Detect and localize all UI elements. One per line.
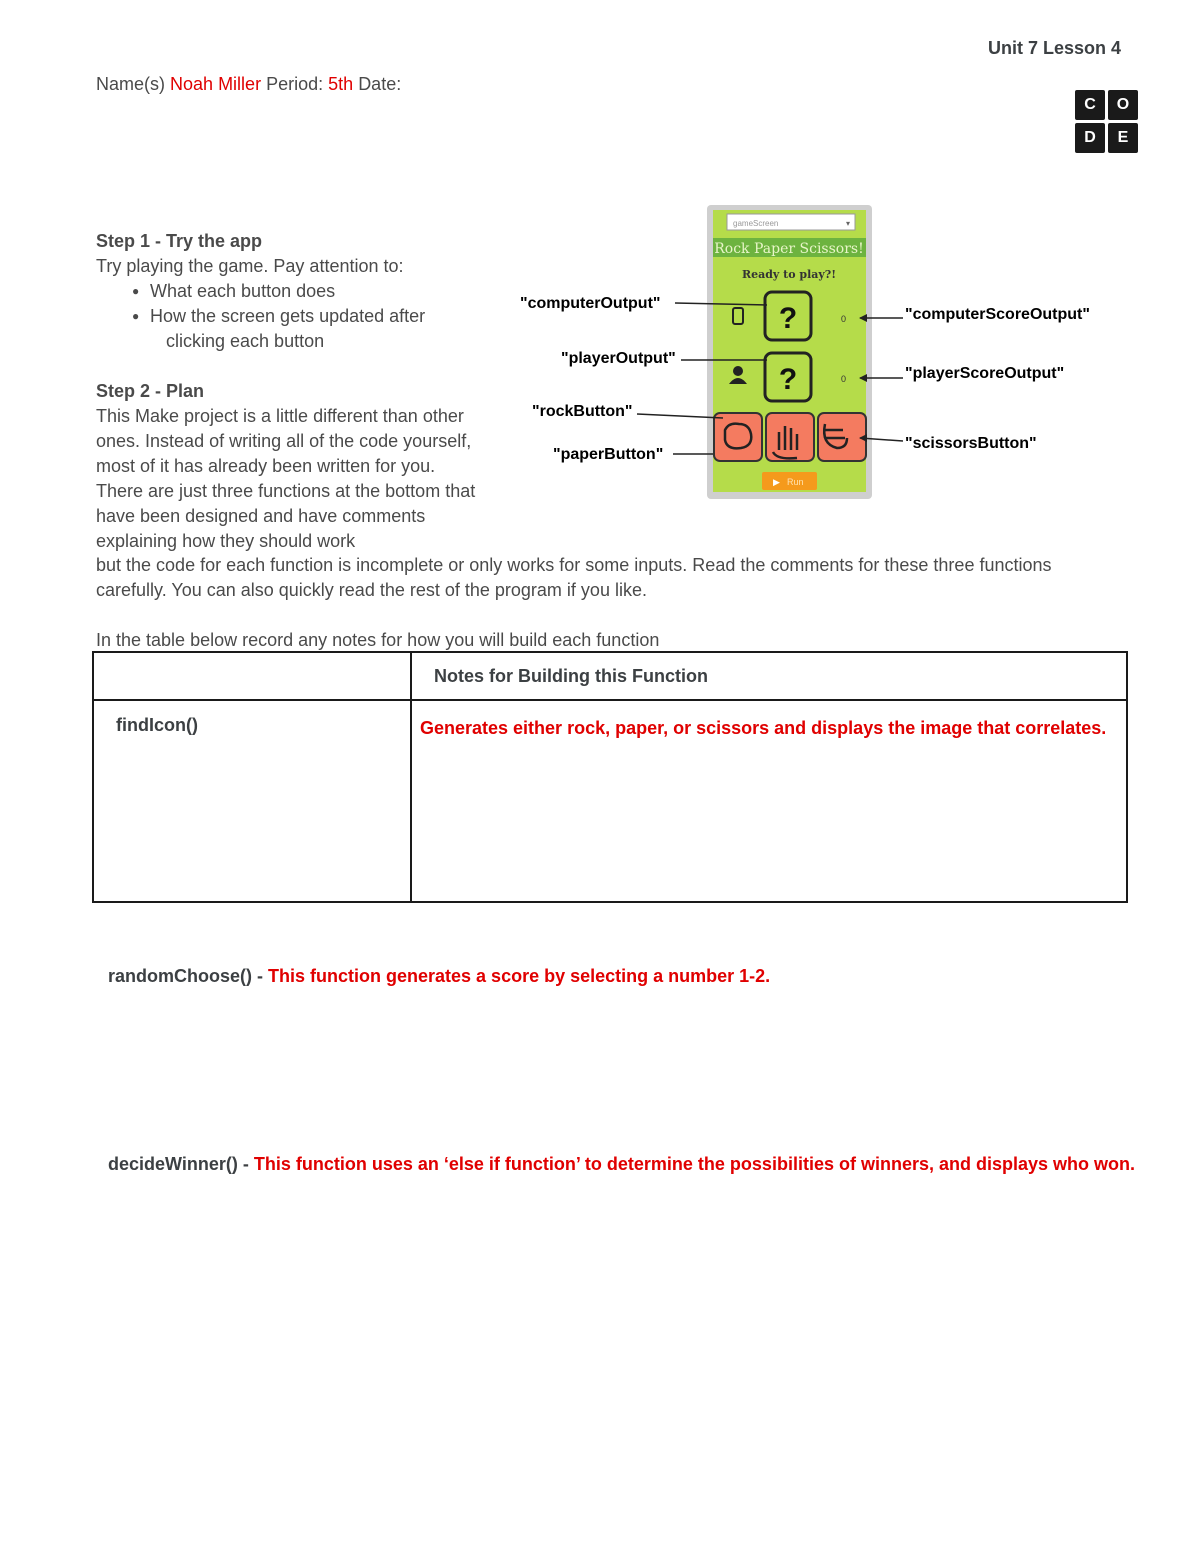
- list-item: ● What each button does: [96, 279, 476, 304]
- code-logo: [1075, 90, 1139, 154]
- function-note: This function generates a score by selecting a number 1-2.: [268, 966, 771, 986]
- dropdown-text: gameScreen: [733, 219, 779, 228]
- computer-output-label: "computerOutput": [520, 295, 661, 312]
- step1-intro: Try playing the game. Pay attention to:: [96, 256, 404, 276]
- function-name-cell: findIcon(): [93, 700, 411, 902]
- table-header-right: Notes for Building this Function: [411, 652, 1127, 700]
- list-item: ● How the screen gets updated after: [96, 304, 476, 329]
- function-line-random-choose: [108, 966, 770, 987]
- step1-bullets: [96, 279, 476, 329]
- player-output-label: "playerOutput": [561, 350, 676, 367]
- player-score-value: 0: [841, 374, 847, 384]
- scissors-button-label: "scissorsButton": [905, 435, 1037, 452]
- step2-body-full: but the code for each function is incomplete or only works for some inputs. Read the comments for these three functions carefully. You can also quickly read the rest of the program if you like.: [96, 555, 1052, 600]
- computer-score-value: 0: [841, 314, 847, 324]
- table-intro: In the table below record any notes for how you will build each function: [96, 630, 660, 650]
- logo-letter: D: [1075, 123, 1105, 153]
- name-label: Name(s): [96, 74, 166, 94]
- name-value: Noah Miller: [170, 74, 262, 94]
- unit-lesson-label: Unit 7 Lesson 4: [988, 38, 1122, 58]
- logo-letter: E: [1108, 123, 1138, 153]
- table-row: [93, 700, 1127, 902]
- chevron-down-icon: ▾: [846, 219, 851, 228]
- rock-button-label: "rockButton": [532, 403, 633, 420]
- step2-heading: Step 2 - Plan: [96, 381, 205, 401]
- step1-section: [96, 229, 476, 354]
- date-label: Date:: [358, 74, 402, 94]
- period-label: Period:: [266, 74, 324, 94]
- computer-score-label: "computerScoreOutput": [905, 306, 1090, 323]
- app-screenshot-diagram: [515, 200, 1115, 505]
- step1-heading: Step 1 - Try the app: [96, 231, 263, 251]
- player-score-label: "playerScoreOutput": [905, 365, 1065, 382]
- player-output-question: ?: [778, 363, 798, 396]
- logo-letter: C: [1075, 90, 1105, 120]
- computer-output-question: ?: [778, 302, 798, 335]
- run-label: Run: [787, 477, 804, 487]
- play-icon: ▶: [773, 477, 780, 487]
- function-name: decideWinner() -: [108, 1154, 249, 1174]
- app-title: Rock Paper Scissors!: [714, 241, 864, 257]
- person-icon: [733, 366, 743, 376]
- paper-button-label: "paperButton": [553, 446, 664, 463]
- app-status: Ready to play?!: [741, 268, 837, 281]
- rock-button: [714, 413, 762, 461]
- function-note: This function uses an ‘else if function’ to determine the possibilities of winners, and displays who won.: [253, 1154, 1135, 1174]
- table-header-row: [93, 652, 1127, 700]
- function-line-decide-winner: [108, 1154, 1188, 1175]
- table-header-left: [93, 652, 411, 700]
- function-name: randomChoose() -: [108, 966, 263, 986]
- notes-table: [92, 651, 1128, 903]
- bullet-continuation: clicking each button: [166, 331, 325, 351]
- name-period-date-line: [96, 74, 401, 95]
- step2-section: [96, 379, 476, 554]
- function-note-cell: Generates either rock, paper, or scissors and displays the image that correlates.: [411, 700, 1127, 902]
- logo-letter: O: [1108, 90, 1138, 120]
- step2-body-wrapped: This Make project is a little different than other ones. Instead of writing all of the code yourself, most of it has already been written for you. There are just three functions at the bottom that have been designed and have comments explaining how they should work: [96, 406, 476, 551]
- period-value: 5th: [328, 74, 354, 94]
